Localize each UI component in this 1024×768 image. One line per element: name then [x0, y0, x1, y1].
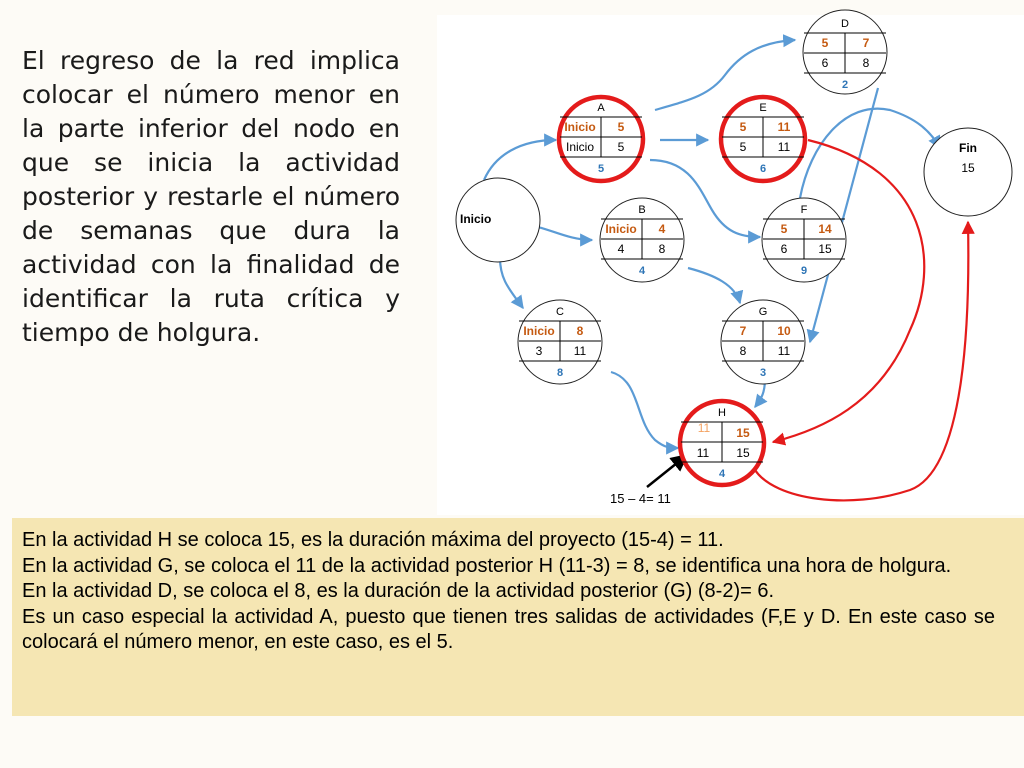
node-inicio-label: Inicio: [460, 212, 492, 226]
node-a: [559, 97, 643, 181]
node-g-ls: 8: [739, 344, 747, 358]
node-b-lf: 8: [658, 242, 666, 256]
node-e-ef: 11: [777, 120, 791, 134]
node-e-es: 5: [739, 120, 747, 134]
arrow-inicio-a: [484, 140, 556, 180]
node-f-es: 5: [780, 222, 788, 236]
node-c-label: C: [556, 306, 564, 318]
explanation-lines: [22, 528, 995, 656]
node-c-es: Inicio: [523, 324, 555, 338]
node-a-ls: Inicio: [565, 140, 595, 154]
explanation-paragraph: El regreso de la red implica colocar el número menor en la parte inferior del nodo en que se inicia la actividad posterior y restarle el número de semanas que dura la actividad con la finalidad de identificar la ruta crítica y tiempo de holgura.: [22, 46, 400, 347]
node-a-es: Inicio: [564, 120, 596, 134]
node-f-lf: 15: [818, 242, 832, 256]
node-fin: [924, 128, 1012, 216]
node-c: [518, 300, 602, 384]
node-e-label: E: [759, 102, 767, 114]
annotation-text: 15 – 4= 11: [610, 491, 671, 506]
node-h-lf: 15: [736, 446, 750, 460]
explanation-line: Es un caso especial la actividad A, puesto que tienen tres salidas de actividades (F,E y D. En este caso se colocará el número menor, en este caso, es el 5.: [22, 605, 995, 653]
node-a-lf: 5: [617, 140, 625, 154]
node-d-dur: 2: [841, 79, 849, 91]
explanation-line: En la actividad H se coloca 15, es la duración máxima del proyecto (15-4) = 11.: [22, 529, 724, 551]
node-e-ls: 5: [739, 140, 747, 154]
node-inicio: [456, 178, 540, 262]
node-e-lf: 11: [777, 140, 791, 154]
node-a-ef: 5: [617, 120, 625, 134]
node-b: [600, 198, 684, 282]
node-c-ef: 8: [576, 324, 584, 338]
node-e: [721, 97, 805, 181]
node-d-lf: 8: [862, 56, 870, 70]
node-e-dur: 6: [759, 163, 767, 175]
node-f-ls: 6: [780, 242, 788, 256]
node-b-label: B: [638, 204, 646, 216]
blue-arrows: [484, 40, 940, 448]
node-b-es: Inicio: [605, 222, 637, 236]
node-h-es: 11: [697, 421, 711, 435]
arrow-e-h: [773, 140, 924, 442]
node-c-dur: 8: [556, 367, 564, 379]
node-f-dur: 9: [800, 265, 808, 277]
node-b-dur: 4: [638, 265, 646, 277]
explanation-line: En la actividad G, se coloca el 11 de la actividad posterior H (11-3) = 8, se identifica una hora de holgura.: [22, 554, 952, 577]
node-h: [680, 401, 764, 485]
node-d-ls: 6: [821, 56, 829, 70]
arrow-b-g: [688, 268, 740, 303]
node-g: [721, 300, 805, 384]
node-g-es: 7: [739, 324, 747, 338]
explanation-box: [12, 518, 1024, 716]
node-g-ef: 10: [777, 324, 791, 338]
node-a-label: A: [597, 102, 605, 114]
node-d: [803, 10, 887, 94]
node-f-label: F: [800, 204, 808, 216]
arrow-inicio-c: [500, 258, 523, 308]
node-fin-value: 15: [961, 161, 975, 175]
node-g-lf: 11: [777, 344, 791, 358]
node-g-label: G: [758, 306, 768, 318]
node-c-lf: 11: [573, 344, 587, 358]
node-b-ls: 4: [617, 242, 625, 256]
node-d-ef: 7: [862, 36, 870, 50]
node-d-es: 5: [821, 36, 829, 50]
node-h-label: H: [718, 407, 726, 419]
node-f: [762, 198, 846, 282]
node-d-label: D: [841, 18, 849, 30]
node-g-dur: 3: [759, 367, 767, 379]
node-h-ls: 11: [696, 446, 710, 460]
annotation-arrow: [647, 455, 687, 487]
node-b-ef: 4: [658, 222, 666, 236]
node-h-dur: 4: [718, 468, 726, 480]
node-f-ef: 14: [818, 222, 832, 236]
explanation-line: En la actividad D, se coloca el 8, es la duración de la actividad posterior (G) (8-2)= 6.: [22, 580, 775, 602]
node-fin-label: Fin: [959, 141, 977, 155]
node-a-dur: 5: [597, 163, 605, 175]
arrow-c-h: [611, 372, 678, 448]
node-c-ls: 3: [535, 344, 543, 358]
node-h-ef: 15: [736, 426, 750, 440]
